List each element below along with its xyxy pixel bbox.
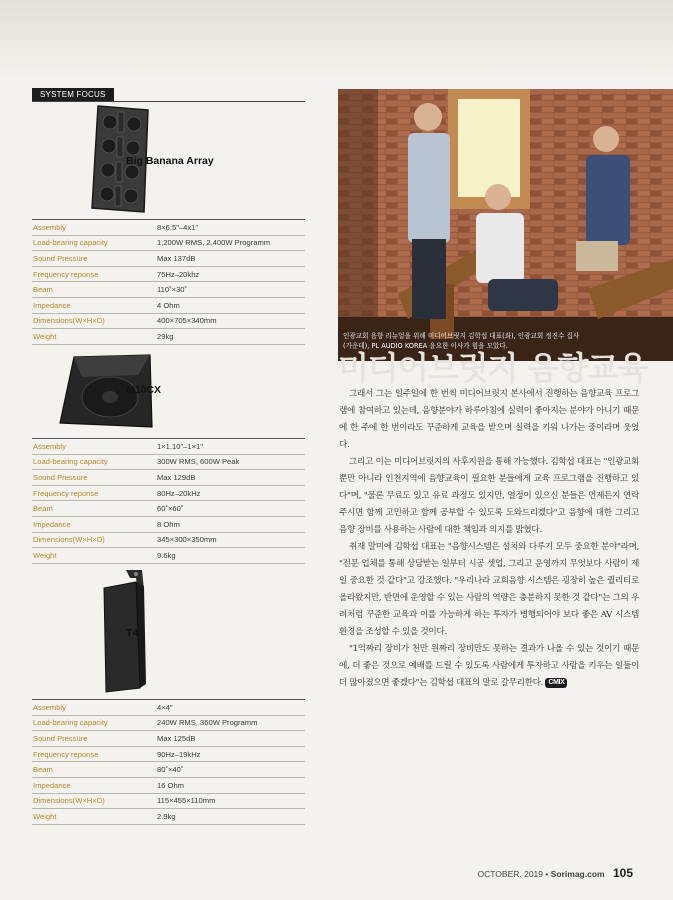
article-paragraph-text: "1억짜리 장비가 천만 원짜리 장비만도 못하는 결과가 나올 수 있는 것이기 때문에, 더 좋은 것으로 예배를 드릴 수 있도록 사람에게 투자하고 사람을 키우는 일들이 더 많아졌으면 좋겠다"는 김학섭 대표의 말로 갈무리한다. <box>339 644 639 688</box>
table-row <box>32 220 305 236</box>
table-row <box>32 297 305 313</box>
page-number: 105 <box>612 866 633 880</box>
t4-column-speaker-image <box>96 568 148 696</box>
interview-photo <box>338 89 673 361</box>
spec-label: Dimensions(W×H×D) <box>32 313 157 329</box>
spec-value: 1×1.10"–1×1" <box>157 439 305 455</box>
spec-label: Sound Pressure <box>32 731 157 747</box>
spec-label: Dimensions(W×H×D) <box>32 532 157 548</box>
table-row <box>32 762 305 778</box>
spec-label: Weight <box>32 548 157 564</box>
table-row <box>32 235 305 251</box>
spec-value: 2.9kg <box>157 809 305 825</box>
spec-label: Frequency reponse <box>32 746 157 762</box>
product-name-t4: T4 <box>126 627 139 639</box>
article-paragraph: 그리고 이는 미디어브릿지의 사후지원을 통해 가능했다. 김학섭 대표는 "인광교회 뿐만 아니라 인천지역에 음향교육이 필요한 분들에게 교육 프로그램을 진행하고 있다"며, "물론 무료도 있고 유료 과정도 있지만, 열정이 있으신 분들은 언제든지 연락주시면 함께 고민하고 함께 공부할 수 있도록 도와드리겠다"고 음향에 대한 그리고 음향 장비를 사용하는 사람에 대한 책임과 의지를 밝혔다. <box>339 457 639 535</box>
spec-value: 80Hz–20kHz <box>157 485 305 501</box>
background-title: 미디어브릿지 음향교육 <box>338 349 648 387</box>
spec-value: 345×300×350mm <box>157 532 305 548</box>
spec-value: 90Hz–19kHz <box>157 746 305 762</box>
spec-table-big-banana-array <box>32 219 305 345</box>
page-footer <box>478 866 634 880</box>
spec-value: Max 129dB <box>157 470 305 486</box>
table-row <box>32 470 305 486</box>
table-row <box>32 548 305 564</box>
page-shadow <box>0 0 673 80</box>
footer-bullet: • <box>545 869 551 879</box>
table-row <box>32 282 305 298</box>
caption-line: 인광교회 음향 리뉴얼을 위해 미디어브릿지 김학섭 대표(좌), 인광교회 정진수 집사 <box>343 332 580 340</box>
table-row <box>32 313 305 329</box>
spec-value: 4 Ohm <box>157 297 305 313</box>
spec-value: Max 137dB <box>157 251 305 267</box>
spec-value: 240W RMS, 360W Programm <box>157 715 305 731</box>
spec-label: Load-bearing capacity <box>32 454 157 470</box>
article-body <box>339 386 639 692</box>
table-row <box>32 266 305 282</box>
table-row <box>32 485 305 501</box>
spec-label: Sound Pressure <box>32 251 157 267</box>
table-row <box>32 454 305 470</box>
spec-label: Assembly <box>32 439 157 455</box>
spec-value: 75Hz–20khz <box>157 266 305 282</box>
table-row <box>32 700 305 716</box>
table-row <box>32 516 305 532</box>
spec-label: Beam <box>32 282 157 298</box>
spec-value: 80˚×40˚ <box>157 762 305 778</box>
spec-value: Max 125dB <box>157 731 305 747</box>
spec-value: 60˚×60˚ <box>157 501 305 517</box>
table-row <box>32 439 305 455</box>
caption-line: (가운데), PL AUDIO KOREA 윤요한 이사가 힘을 모았다. <box>343 342 508 350</box>
spec-label: Sound Pressure <box>32 470 157 486</box>
spec-label: Frequency reponse <box>32 266 157 282</box>
table-row <box>32 532 305 548</box>
article-paragraph: 그래서 그는 일주일에 한 번씩 미디어브릿지 본사에서 진행하는 음향교육 프로그램에 참여하고 있는데, 음향분야가 하루아침에 실력이 좋아지는 분야가 아니기 때문에 한 주에 한 번이라도 꾸준하게 교육을 받으며 실력을 키워 나가는 중이라며 웃었다. <box>339 389 639 450</box>
table-row <box>32 731 305 747</box>
section-tag: SYSTEM FOCUS <box>32 88 114 101</box>
spec-value: 300W RMS, 600W Peak <box>157 454 305 470</box>
table-row <box>32 777 305 793</box>
spec-value: 29kg <box>157 329 305 345</box>
spec-label: Dimensions(W×H×D) <box>32 793 157 809</box>
spec-value: 1,200W RMS, 2,400W Programm <box>157 235 305 251</box>
spec-label: Beam <box>32 762 157 778</box>
spec-value: 115×455×110mm <box>157 793 305 809</box>
spec-label: Load-bearing capacity <box>32 715 157 731</box>
spec-label: Frequency reponse <box>32 485 157 501</box>
spec-label: Impedance <box>32 297 157 313</box>
table-row <box>32 809 305 825</box>
spec-table-m10cx <box>32 438 305 564</box>
product-name-m10cx: M10CX <box>126 384 162 396</box>
spec-label: Assembly <box>32 700 157 716</box>
table-row <box>32 329 305 345</box>
spec-value: 9.6kg <box>157 548 305 564</box>
product-name-big-banana-array: Big Banana Array <box>126 155 214 167</box>
article-paragraph: 취재 말미에 김학섭 대표는 "음향시스템은 설치와 다루기 모두 중요한 분야"라며, "전문 업체를 통해 상담받는 일부터 시공 셋업, 그리고 운영까지 무엇보다 사람이 제일 중요한 것 같다"고 강조했다. "우리나라 교회음향 시스템은 굉장히 높은 퀄리티로 올라왔지만, 반면에 운영할 수 있는 사람의 역량은 충분하지 못한 것 같다"는 그의 우려처럼 꾸준한 교육과 이를 가능하게 하는 투자가 병행되어야 보다 좋은 AV 시스템 환경을 조성할 수 있을 것이다. <box>339 542 639 637</box>
article-paragraph <box>339 641 639 692</box>
spec-label: Weight <box>32 329 157 345</box>
spec-label: Load-bearing capacity <box>32 235 157 251</box>
issue-date: OCTOBER. 2019 <box>477 869 544 879</box>
spec-table-t4 <box>32 699 305 825</box>
table-row <box>32 793 305 809</box>
table-row <box>32 251 305 267</box>
spec-value: 110˚×30˚ <box>157 282 305 298</box>
spec-value: 8×6.5"–4x1" <box>157 220 305 236</box>
spec-value: 16 Ohm <box>157 777 305 793</box>
table-row <box>32 715 305 731</box>
end-mark-logo: CMIX <box>545 678 567 688</box>
section-rule <box>32 101 305 102</box>
spec-value: 8 Ohm <box>157 516 305 532</box>
spec-label: Impedance <box>32 777 157 793</box>
spec-label: Impedance <box>32 516 157 532</box>
spec-label: Assembly <box>32 220 157 236</box>
site-name: Sorimag.com <box>550 869 605 879</box>
table-row <box>32 501 305 517</box>
table-row <box>32 746 305 762</box>
spec-label: Weight <box>32 809 157 825</box>
spec-value: 4×4" <box>157 700 305 716</box>
spec-value: 400×705×340mm <box>157 313 305 329</box>
spec-label: Beam <box>32 501 157 517</box>
photo-illustration <box>338 89 673 361</box>
